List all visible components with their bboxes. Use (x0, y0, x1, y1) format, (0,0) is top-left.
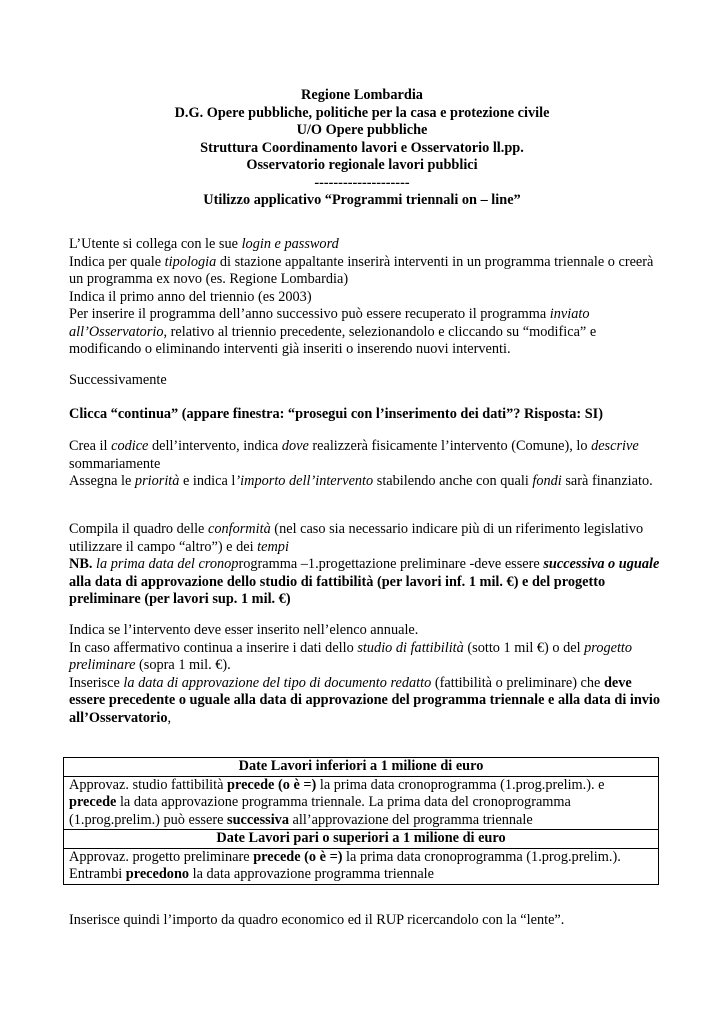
tipologia-paragraph: Indica per quale tipologia di stazione appaltante inserirà interventi in un programma triennale o creerà un programma ex novo (es. Regione Lombardia) (69, 253, 654, 287)
above-million-heading: Date Lavori pari o superiori a 1 milione di euro (64, 830, 659, 849)
above-million-rule: Approvaz. progetto preliminare precede (o è =) la prima data cronoprogramma (1.prog.prelim.). Entrambi precedono la data approvazione programma triennale (64, 848, 659, 884)
header-unit: U/O Opere pubbliche (296, 122, 428, 138)
document-header (0, 87, 724, 210)
clicca-paragraph: Clicca “continua” (appare finestra: “prosegui con l’inserimento dei dati”? Risposta: SI) (69, 406, 604, 422)
approval-date-paragraph: Inserisce la data di approvazione del tipo di documento redatto (fattibilità o preliminare) che deve essere precedente o uguale alla data di approvazione del programma triennale e alla data di invio all’Osservatorio, (69, 674, 661, 726)
below-million-heading: Date Lavori inferiori a 1 milione di euro (64, 758, 659, 777)
header-structure: Struttura Coordinamento lavori e Osservatorio ll.pp. (200, 139, 524, 156)
header-title: Utilizzo applicativo “Programmi triennali on – line” (203, 192, 521, 208)
annual-list-paragraph: Indica se l’intervento deve esser inserito nell’elenco annuale. (69, 622, 419, 638)
header-region: Regione Lombardia (301, 87, 423, 103)
table-row (64, 848, 659, 884)
table-header-row (64, 830, 659, 849)
compila-paragraph: Compila il quadro delle conformità (nel caso sia necessario indicare più di un riferimento legislativo utilizzare il campo “altro”) e dei tempi (69, 521, 644, 555)
table-header-row (64, 758, 659, 777)
crea-section (69, 438, 669, 491)
login-paragraph: L’Utente si collega con le sue login e password (69, 236, 339, 252)
successivamente-paragraph: Successivamente (69, 372, 167, 388)
first-year-paragraph: Indica il primo anno del triennio (es 2003) (69, 288, 312, 305)
compila-section (69, 521, 669, 609)
footer-paragraph: Inserisce quindi l’importo da quadro economico ed il RUP ricercandolo con la “lente”. (69, 912, 565, 928)
nb-paragraph: NB. la prima data del cronoprogramma –1.progettazione preliminare -deve essere successiva o uguale alla data di approvazione dello studio di fattibilità (per lavori inf. 1 mil. €) e del progetto preliminare (per lavori sup. 1 mil. €) (69, 556, 660, 607)
header-separator: -------------------- (314, 174, 410, 191)
affirmative-paragraph: In caso affermativo continua a inserire i dati dello studio di fattibilità (sotto 1 mil €) o del progetto preliminare (sopra 1 mil. €). (69, 639, 633, 673)
dates-rules-table (63, 757, 659, 885)
indica-section (69, 622, 669, 727)
table-row (64, 776, 659, 830)
intro-section (69, 236, 669, 359)
header-observatory: Osservatorio regionale lavori pubblici (246, 157, 478, 173)
below-million-rule: Approvaz. studio fattibilità precede (o è =) la prima data cronoprogramma (1.prog.prelim.). e precede la data approvazione programma triennale. La prima data del cronoprogramma (1.prog.prelim.) può essere successiva all’approvazione del programma triennale (64, 776, 659, 830)
crea-paragraph: Crea il codice dell’intervento, indica dove realizzerà fisicamente l’intervento (Comune), lo descrive sommariamente (69, 438, 639, 472)
assegna-paragraph: Assegna le priorità e indica l’importo dell’intervento stabilendo anche con quali fondi sarà finanziato. (69, 473, 653, 489)
header-directorate: D.G. Opere pubbliche, politiche per la casa e protezione civile (174, 104, 550, 121)
next-year-paragraph: Per inserire il programma dell’anno successivo può essere recuperato il programma inviato all’Osservatorio, relativo al triennio precedente, selezionandolo e cliccando su “modifica” e modificando o eliminando interventi già inseriti o inserendo nuovi interventi. (69, 306, 597, 357)
